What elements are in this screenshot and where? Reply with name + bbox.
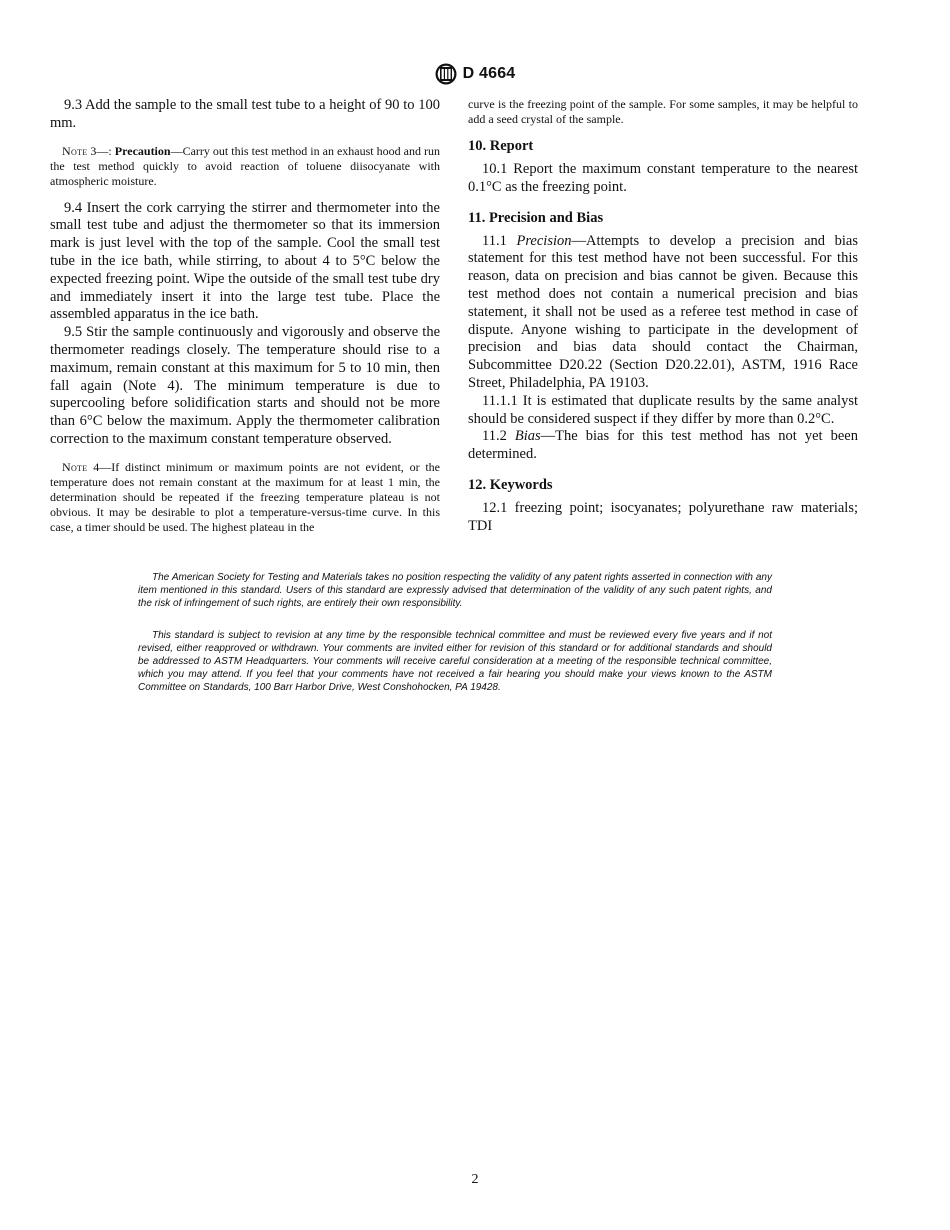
revision-disclaimer: This standard is subject to revision at any time by the responsible technical committee and must be reviewed every five years and if not revised, either reapproved or withdrawn. Your comments are invited either for revision of this standard or for additional standards and should be addressed to ASTM Headquarters. Your comments will receive careful consideration at a meeting of the responsible technical committee, which you may attend. If you feel that your comments have not received a fair hearing you should make your views known to the ASTM Committee on Standards, 100 Barr Harbor Drive, West Conshohocken, PA 19428. [138,630,772,693]
note-4-text: —If distinct minimum or maximum points are not evident, or the temperature does not remain constant at the maximum for at least 1 min, the determination should be repeated if the freezing temperature plateau is not obvious. It may be desirable to plot a temperature-versus-time curve. In this case, a timer should be used. The highest plateau in the [50,459,441,534]
paragraph-11-1 [468,233,858,393]
left-column [50,97,440,546]
paragraph-9-5: 9.5 Stir the sample continuously and vigorously and observe the thermometer readings closely. The temperature should rise to a maximum, remain constant at this maximum for 5 to 10 min, then fall again (Note 4). The minimum temperature is due to supercooling before solidification starts and should not be more than 6°C below the maximum. Apply the thermometer calibration correction to the maximum constant temperature observed. [50,324,440,447]
paragraph-9-3: 9.3 Add the sample to the small test tube to a height of 90 to 100 mm. [50,97,440,131]
paragraph-11-2-text: —The bias for this test method has not yet been determined. [468,428,858,463]
page-header [0,62,950,86]
paragraph-11-1-text: —Attempts to develop a precision and bias statement for this test method have not been successful. For this reason, data on precision and bias cannot be given. Because this test method does not contain a numerical precision and bias statement, it shall not be used as a referee test method in case of dispute. Anyone wishing to participate in the development of precision and bias data should contact the Chairman, Subcommittee D20.22 (Section D20.22.01), ASTM, 1916 Race Street, Philadelphia, PA 19103. [468,232,858,391]
note-4 [50,460,440,535]
paragraph-11-1-term: Precision [516,232,572,249]
paragraph-9-4: 9.4 Insert the cork carrying the stirrer and thermometer into the small test tube and adjust the thermometer so that its immersion mark is just level with the top of the sample. Cool the small test tube in the ice bath, while stirring, to about 4 to 5°C below the expected freezing point. Wipe the outside of the small test tube dry and immediately insert it into the large test tube. Place the assembled apparatus in the ice bath. [50,199,440,323]
right-column [468,97,858,536]
patent-disclaimer: The American Society for Testing and Materials takes no position respecting the validity of any patent rights asserted in connection with any item mentioned in this standard. Users of this standard are expressly advised that determination of the validity of any such patent rights, and the risk of infringement of such rights, are entirely their own responsibility. [138,572,772,609]
note-3-bold: Precaution [114,143,171,158]
paragraph-11-1-1: 11.1.1 It is estimated that duplicate results by the same analyst should be considered suspect if they differ by more than 0.2°C. [468,392,858,427]
note-3 [50,144,440,189]
note-4-continuation: curve is the freezing point of the sample. For some samples, it may be helpful to add a seed crystal of the sample. [468,97,858,126]
paragraph-10-1: 10.1 Report the maximum constant temperature to the nearest 0.1°C as the freezing point. [468,161,858,195]
page-number: 2 [471,1172,479,1187]
note-3-text: —Carry out this test method in an exhaust hood and run the test method quickly to avoid reaction of toluene diisocyanate with atmospheric moisture. [50,143,440,188]
section-11-heading: 11. Precision and Bias [468,209,604,226]
section-10-heading: 10. Report [468,138,534,154]
paragraph-11-2-term: Bias [514,428,541,445]
note-4-label: Note [62,459,88,474]
note-3-number: 3—: [87,143,115,158]
paragraph-11-2-number: 11.2 [482,428,515,445]
section-12-heading: 12. Keywords [468,476,553,493]
paragraph-12-1: 12.1 freezing point; isocyanates; polyurethane raw materials; TDI [468,499,858,534]
note-3-label: Note [62,143,88,158]
note-4-number: 4 [87,459,100,474]
footer-disclaimers [138,571,772,694]
document-id: D 4664 [462,65,516,82]
paragraph-11-2 [468,428,858,464]
astm-logo-icon [435,62,457,86]
paragraph-11-1-number: 11.1 [482,232,517,249]
